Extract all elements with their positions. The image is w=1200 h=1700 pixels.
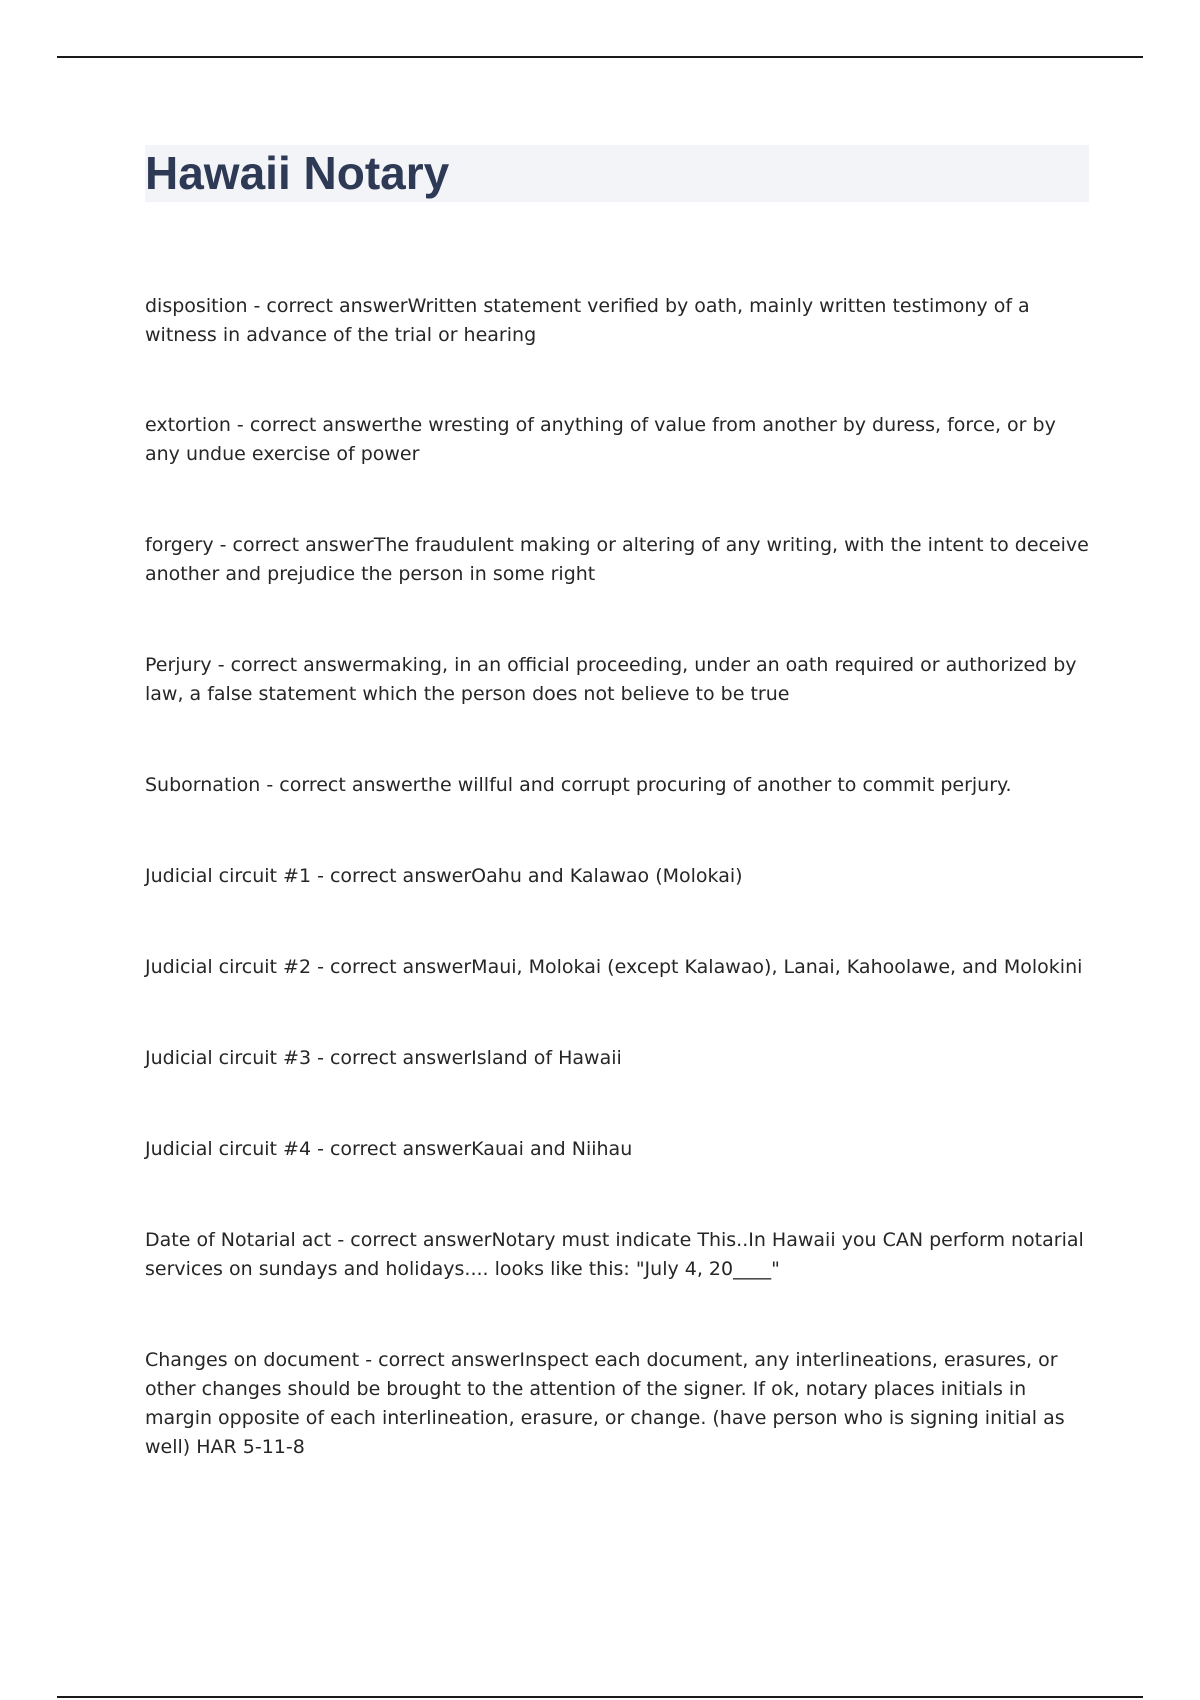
page-title: Hawaii Notary	[145, 147, 450, 199]
top-divider	[57, 56, 1143, 58]
entry-changes-on-document: Changes on document - correct answerInspect each document, any interlineations, erasures, or other changes should be brought to the attention of the signer. If ok, notary places initials in margin opposite of each interlineation, erasure, or change. (have person who is signing initial as well) HAR 5-11-8	[145, 1349, 1065, 1458]
entry-forgery: forgery - correct answerThe fraudulent making or altering of any writing, with the intent to deceive another and prejudice the person in some right	[145, 534, 1089, 585]
entry-judicial-circuit-4: Judicial circuit #4 - correct answerKauai and Niihau	[145, 1138, 633, 1160]
bottom-divider	[57, 1696, 1143, 1698]
entry-judicial-circuit-2: Judicial circuit #2 - correct answerMaui, Molokai (except Kalawao), Lanai, Kahoolawe, and Molokini	[145, 956, 1083, 978]
entry-date-of-notarial-act: Date of Notarial act - correct answerNotary must indicate This..In Hawaii you CAN perform notarial services on sundays and holidays.... looks like this: "July 4, 20____"	[145, 1229, 1084, 1280]
entry-perjury: Perjury - correct answermaking, in an official proceeding, under an oath required or authorized by law, a false statement which the person does not believe to be true	[145, 654, 1077, 705]
entry-judicial-circuit-3: Judicial circuit #3 - correct answerIsland of Hawaii	[145, 1047, 622, 1069]
entry-subornation: Subornation - correct answerthe willful and corrupt procuring of another to commit perjury.	[145, 774, 1012, 796]
entry-disposition: disposition - correct answerWritten statement verified by oath, mainly written testimony of a witness in advance of the trial or hearing	[145, 295, 1030, 346]
entry-judicial-circuit-1: Judicial circuit #1 - correct answerOahu and Kalawao (Molokai)	[145, 865, 743, 887]
entry-extortion: extortion - correct answerthe wresting of anything of value from another by duress, force, or by any undue exercise of power	[145, 414, 1056, 465]
